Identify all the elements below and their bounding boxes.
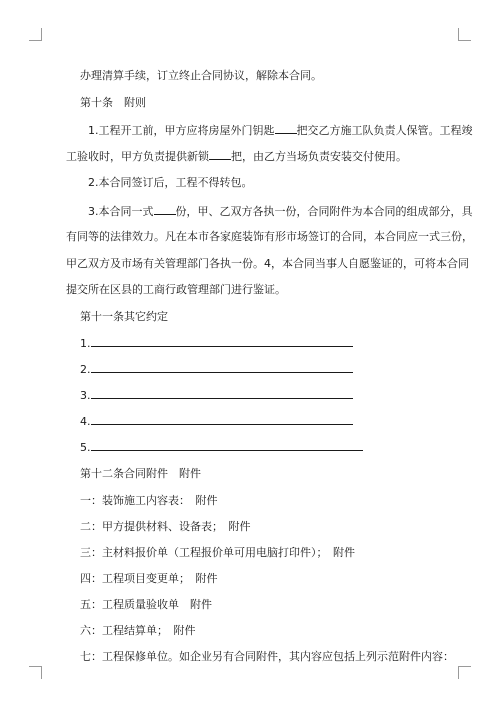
attachment-text: 二：甲方提供材料、设备表； 附件 xyxy=(80,520,251,533)
copies-count-blank xyxy=(154,204,176,215)
heading-text: 第十一条其它约定 xyxy=(80,310,168,323)
clause-text: 有同等的法律效力。凡在本市各家庭装饰有形市场签订的合同，本合同应一式三份， xyxy=(66,230,473,243)
paragraph-text: 办理清算手续，订立终止合同协议，解除本合同。 xyxy=(80,69,322,82)
corner-mark-top-right xyxy=(458,28,471,41)
clause-text: 2.本合同签订后，工程不得转包。 xyxy=(88,176,253,189)
clause-text: 甲乙双方及市场有关管理部门各执一份。4，本合同当事人自愿鉴证的，可将本合同 xyxy=(66,257,469,270)
attachment-item xyxy=(80,598,212,612)
article-10-item-1-cont xyxy=(66,149,407,164)
attachment-text: 四：工程项目变更单； 附件 xyxy=(80,572,218,585)
paragraph-closing xyxy=(80,69,322,83)
attachment-text: 一：装饰施工内容表： 附件 xyxy=(80,494,218,507)
fill-in-line xyxy=(91,388,353,399)
item-number: 2. xyxy=(80,363,91,376)
attachment-text: 三：主材料报价单（工程报价单可用电脑打印件）； 附件 xyxy=(80,546,355,559)
article-10-heading xyxy=(80,96,146,110)
attachment-item xyxy=(80,546,355,560)
clause-text: 把交乙方施工队负责人保管。工程竣 xyxy=(296,124,473,137)
item-number: 5. xyxy=(80,441,91,454)
attachment-text: 六：工程结算单； 附件 xyxy=(80,624,196,637)
corner-mark-top-left xyxy=(29,28,42,41)
other-agreement-line-3 xyxy=(80,388,353,403)
item-number: 1. xyxy=(80,337,91,350)
attachment-text: 五：工程质量验收单 附件 xyxy=(80,598,212,611)
article-10-item-3-cont-2 xyxy=(66,257,469,271)
other-agreement-line-2 xyxy=(80,362,353,377)
clause-text: 份，甲、乙双方各执一份，合同附件为本合同的组成部分，具 xyxy=(175,205,473,218)
article-10-item-3-cont-3 xyxy=(66,283,286,297)
attachment-item xyxy=(80,520,251,534)
article-11-heading xyxy=(80,310,168,324)
item-number: 3. xyxy=(80,389,91,402)
article-10-item-2 xyxy=(88,176,253,190)
other-agreement-line-5 xyxy=(80,440,363,455)
fill-in-line xyxy=(91,362,353,373)
lock-count-blank xyxy=(209,149,231,160)
article-10-item-3 xyxy=(88,204,473,219)
corner-mark-bottom-left xyxy=(29,666,42,679)
heading-text: 第十二条合同附件 附件 xyxy=(80,467,201,480)
clause-text: 1.工程开工前，甲方应将房屋外门钥匙 xyxy=(88,124,275,137)
fill-in-line xyxy=(91,414,353,425)
clause-text: 提交所在区县的工商行政管理部门进行鉴证。 xyxy=(66,283,286,296)
other-agreement-line-4 xyxy=(80,414,353,429)
key-count-blank xyxy=(275,123,297,134)
clause-text: 工验收时，甲方负责提供新锁 xyxy=(66,150,209,163)
article-12-heading xyxy=(80,467,201,481)
fill-in-line xyxy=(91,440,363,451)
clause-text: 3.本合同一式 xyxy=(88,205,154,218)
attachment-item xyxy=(80,494,218,508)
other-agreement-line-1 xyxy=(80,336,353,351)
clause-text: 把，由乙方当场负责安装交付使用。 xyxy=(231,150,407,163)
article-10-item-3-cont-1 xyxy=(66,230,473,244)
article-10-item-1 xyxy=(88,123,473,138)
heading-text: 第十条 附则 xyxy=(80,96,146,109)
attachment-item xyxy=(80,572,218,586)
attachment-item xyxy=(80,624,196,638)
attachment-item xyxy=(80,650,454,664)
corner-mark-bottom-right xyxy=(458,666,471,679)
fill-in-line xyxy=(91,336,353,347)
item-number: 4. xyxy=(80,415,91,428)
attachment-text: 七：工程保修单位。如企业另有合同附件，其内容应包括上列示范附件内容： xyxy=(80,650,454,663)
